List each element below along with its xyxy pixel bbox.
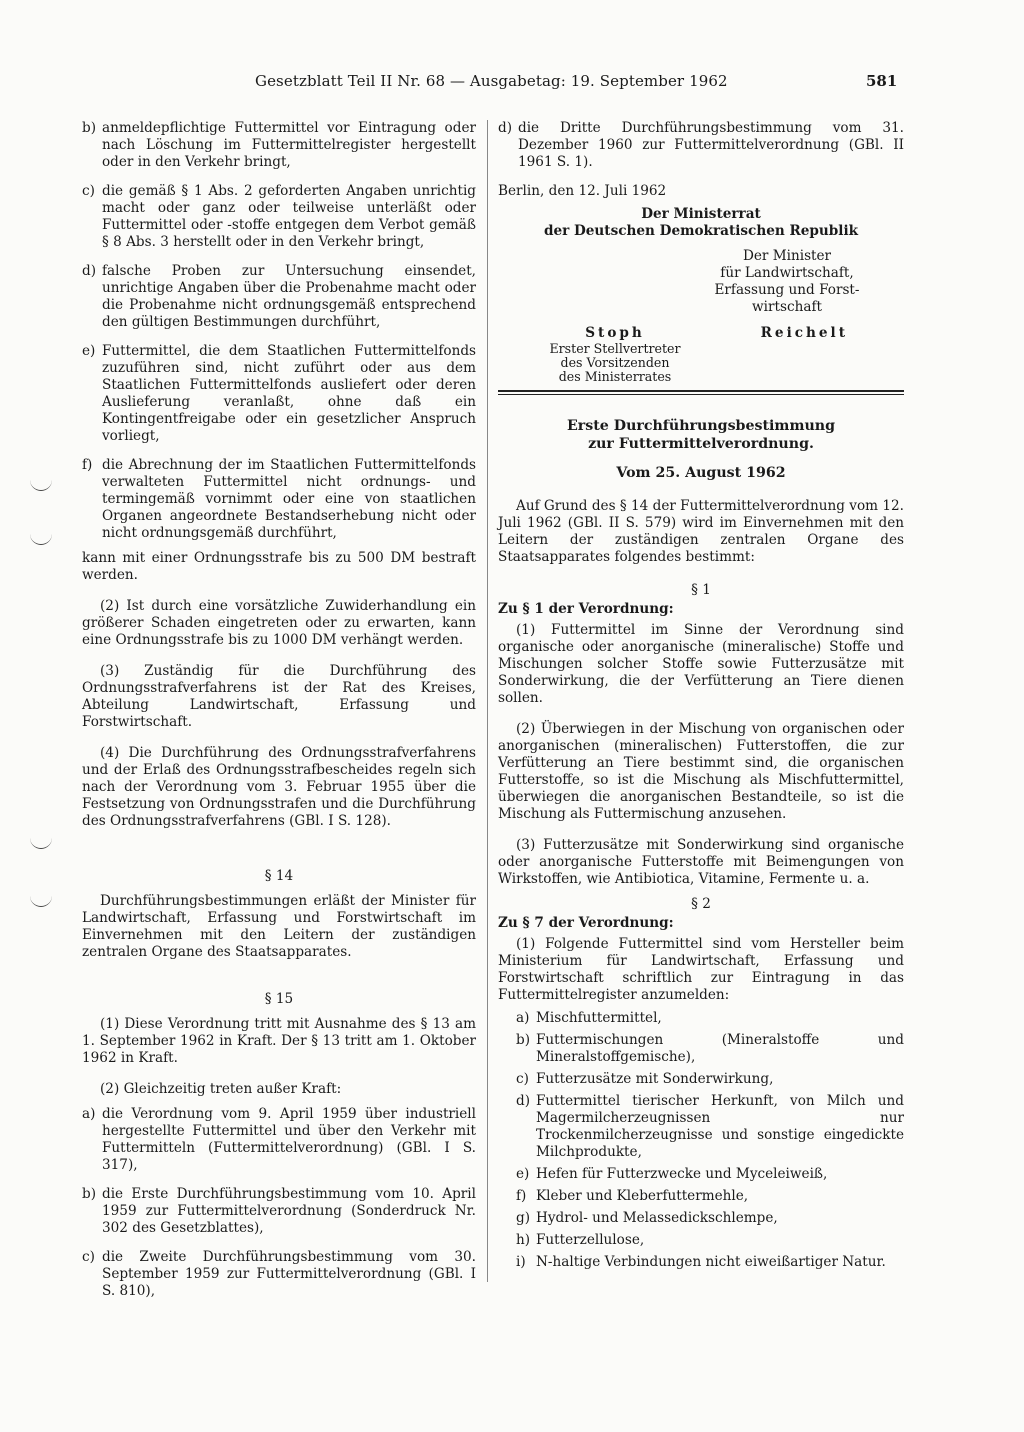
registration-list (516, 1010, 904, 1271)
signature-block (498, 206, 904, 384)
document-title-line-2: zur Futtermittelverordnung. (588, 436, 814, 452)
section-2-heading: § 2 (691, 896, 711, 912)
item-label: e) (82, 343, 96, 359)
list-item (516, 1071, 904, 1088)
list-item (82, 457, 476, 542)
item-label: c) (516, 1071, 529, 1087)
item-label: d) (82, 263, 97, 279)
item-text: Mischfuttermittel, (536, 1010, 662, 1026)
list-item (82, 343, 476, 445)
item-text: die Verordnung vom 9. April 1959 über industriell hergestellte Futtermittel und über den Verkehr mit Futtermitteln (Futtermittelverordnung) (GBl. I S. 317), (102, 1106, 476, 1173)
list-item (516, 1210, 904, 1227)
section-2-paragraph-1: (1) Folgende Futtermittel sind vom Hersteller beim Ministerium für Landwirtschaft, Erfassung und Forstwirtschaft schriftlich zur Eintragung in das Futtermittelregister anzumelden: (498, 936, 904, 1003)
item-label: h) (516, 1232, 531, 1248)
document-date: Vom 25. August 1962 (616, 465, 786, 481)
item-text: die Abrechnung der im Staatlichen Futtermittelfonds verwalteten Futtermittel nicht ordnungs- und termingemäß vornimmt oder eine von staatlichen Organen angeordnete Bestandserhebung nicht oder nicht ordnungsgemäß durchführt, (102, 457, 476, 541)
section-1-reference: Zu § 1 der Verordnung: (498, 601, 674, 617)
margin-mark (30, 534, 52, 545)
item-label: a) (516, 1010, 530, 1026)
list-item (82, 1106, 476, 1174)
item-label: d) (516, 1093, 531, 1109)
item-text: die Erste Durchführungsbestimmung vom 10. April 1959 zur Futtermittelverordnung (Sonderdruck Nr. 302 des Gesetzblattes), (102, 1186, 476, 1236)
list-item (516, 1254, 904, 1271)
item-label: g) (516, 1210, 531, 1226)
council-name-line-1: Der Ministerrat (641, 206, 761, 222)
item-label: f) (82, 457, 93, 473)
list-item (82, 1186, 476, 1237)
item-text: Hydrol- und Melassedickschlempe, (536, 1210, 778, 1226)
section-15-paragraph-2: (2) Gleichzeitig treten außer Kraft: (100, 1081, 342, 1097)
column-divider (487, 120, 488, 1282)
intro-paragraph: Auf Grund des § 14 der Futtermittelverordnung vom 12. Juli 1962 (GBl. II S. 579) wird im Einvernehmen mit den Leitern der zuständigen zentralen Organe des Staatsapparates folgendes bestimmt: (498, 498, 904, 565)
section-15-paragraph-1: (1) Diese Verordnung tritt mit Ausnahme des § 13 am 1. September 1962 in Kraft. Der § 13 tritt am 1. Oktober 1962 in Kraft. (82, 1016, 476, 1066)
section-1-paragraph-2: (2) Überwiegen in der Mischung von organischen oder anorganischen (mineralischen) Futterstoffen, die zur Verfütterung an Tiere bestimmt sind, die organischen Futterstoffe, so ist die Mischung als Mischfuttermittel, überwiegen die anorganischen Bestandteile, so ist die Mischung als Futtermischung anzusehen. (498, 721, 904, 822)
section-divider (498, 390, 904, 395)
place-date: Berlin, den 12. Juli 1962 (498, 183, 667, 199)
list-item (516, 1032, 904, 1066)
page-header (0, 72, 1024, 96)
paragraph-2: (2) Ist durch eine vorsätzliche Zuwiderhandlung ein größerer Schaden eingetreten oder zu erwarten, kann eine Ordnungsstrafe bis zu 1000 DM verhängt werden. (82, 598, 476, 648)
stoph-role-line: Erster Stellvertreter (549, 341, 681, 356)
paragraph-4: (4) Die Durchführung des Ordnungsstrafverfahrens und der Erlaß des Ordnungsstrafbescheides regeln sich nach der Verordnung vom 3. Februar 1955 über die Festsetzung von Ordnungsstrafen und die Durchführung des Ordnungsstrafverfahrens (GBl. I S. 128). (82, 745, 476, 829)
item-label: a) (82, 1106, 96, 1122)
item-text: Futtermittel tierischer Herkunft, von Milch und Magermilcherzeugnissen nur Trockenmilcherzeugnisse und sonstige eingedickte Milchprodukte, (536, 1093, 904, 1160)
list-item (82, 1249, 476, 1300)
stoph-role-line: des Ministerrates (558, 369, 672, 384)
item-text: die Dritte Durchführungsbestimmung vom 31. Dezember 1960 zur Futtermittelverordnung (GBl. II 1961 S. 1). (518, 120, 904, 170)
stoph-role-line: des Vorsitzenden (560, 355, 670, 370)
section-2-reference: Zu § 7 der Verordnung: (498, 915, 674, 931)
item-text: Futterzusätze mit Sonderwirkung, (536, 1071, 774, 1087)
list-item (498, 120, 904, 171)
minister-title-line: Erfassung und Forst- (714, 282, 860, 298)
list-item (82, 263, 476, 331)
item-text: Kleber und Kleberfuttermehle, (536, 1188, 749, 1204)
left-column (82, 120, 476, 1312)
section-14-heading: § 14 (264, 868, 294, 884)
item-text: Hefen für Futterzwecke und Myceleiweiß, (536, 1166, 828, 1182)
document-title-line-1: Erste Durchführungsbestimmung (566, 418, 836, 434)
item-label: b) (82, 120, 97, 136)
item-text: anmeldepflichtige Futtermittel vor Eintragung oder nach Löschung im Futtermittelregister hergestellt oder in den Verkehr bringt, (102, 120, 476, 170)
right-column (498, 120, 904, 1276)
list-item (516, 1232, 904, 1249)
margin-mark (30, 480, 52, 491)
item-label: f) (516, 1188, 527, 1204)
item-label: c) (82, 183, 95, 199)
minister-signature-name: Reichelt (760, 325, 848, 341)
section-1-paragraph-3: (3) Futterzusätze mit Sonderwirkung sind organische oder anorganische Futterstoffe mit Beimengungen von Wirkstoffen, wie Antibiotica, Vitamine, Fermente u. a. (498, 837, 904, 887)
item-label: c) (82, 1249, 95, 1265)
item-label: b) (516, 1032, 531, 1048)
list-item (516, 1010, 904, 1027)
minister-title-line: wirtschaft (752, 299, 822, 315)
item-label: d) (498, 120, 513, 136)
item-label: e) (516, 1166, 530, 1182)
list-item (516, 1188, 904, 1205)
minister-title-line: Der Minister (742, 248, 832, 264)
section-15-heading: § 15 (264, 991, 294, 1007)
penalty-paragraph: kann mit einer Ordnungsstrafe bis zu 500 DM bestraft werden. (82, 550, 476, 583)
margin-mark (30, 838, 52, 849)
stoph-signature (530, 325, 700, 384)
gazette-title: Gesetzblatt Teil II Nr. 68 — Ausgabetag: 19. September 1962 (255, 72, 728, 90)
item-text: die gemäß § 1 Abs. 2 geforderten Angaben unrichtig macht oder ganz oder teilweise unterläßt oder Futtermittel oder -stoffe entgegen dem Verbot gemäß § 8 Abs. 3 herstellt oder in den Verkehr bringt, (102, 183, 476, 250)
item-text: Futtermittel, die dem Staatlichen Futtermittelfonds zuzuführen sind, nicht zuführt oder aus dem Staatlichen Futtermittelfonds ausliefert oder deren Auslieferung veranlaßt, ohne daß ein Kontingentfreigabe oder ein gesetzlicher Anspruch vorliegt, (102, 343, 476, 444)
item-text: N-haltige Verbindungen nicht eiweißartiger Natur. (536, 1254, 886, 1270)
item-text: die Zweite Durchführungsbestimmung vom 30. September 1959 zur Futtermittelverordnung (GBl. I S. 810), (102, 1249, 476, 1299)
item-text: Futterzellulose, (536, 1232, 645, 1248)
list-item (516, 1166, 904, 1183)
paragraph-3: (3) Zuständig für die Durchführung des Ordnungsstrafverfahrens ist der Rat des Kreises, Abteilung Landwirtschaft, Erfassung und Forstwirtschaft. (82, 663, 476, 730)
stoph-name: Stoph (585, 325, 645, 341)
section-1-paragraph-1: (1) Futtermittel im Sinne der Verordnung sind organische oder anorganische (mineralische) Stoffe und Mischungen solcher Stoffe sowie Futterzusätze mit Sonderwirkung, die der Verfütterung an Tiere dienen sollen. (498, 622, 904, 706)
item-text: falsche Proben zur Untersuchung einsendet, unrichtige Angaben über die Probenahme macht oder die Probenahme nicht ordnungsgemäß entsprechend den gültigen Bestimmungen durchführt, (102, 263, 476, 330)
minister-title (702, 248, 872, 316)
item-label: b) (82, 1186, 97, 1202)
section-1-heading: § 1 (691, 582, 711, 598)
item-text: Futtermischungen (Mineralstoffe und Mineralstoffgemische), (536, 1032, 904, 1065)
item-label: i) (516, 1254, 526, 1270)
section-14-text: Durchführungsbestimmungen erläßt der Minister für Landwirtschaft, Erfassung und Forstwirtschaft im Einvernehmen mit den Leitern der zuständigen zentralen Organe des Staatsapparates. (82, 893, 476, 960)
page-number: 581 (866, 72, 898, 90)
council-name-line-2: der Deutschen Demokratischen Republik (543, 223, 859, 239)
minister-title-line: für Landwirtschaft, (720, 265, 854, 281)
margin-mark (30, 896, 52, 907)
list-item (516, 1093, 904, 1161)
list-item (82, 120, 476, 171)
list-item (82, 183, 476, 251)
